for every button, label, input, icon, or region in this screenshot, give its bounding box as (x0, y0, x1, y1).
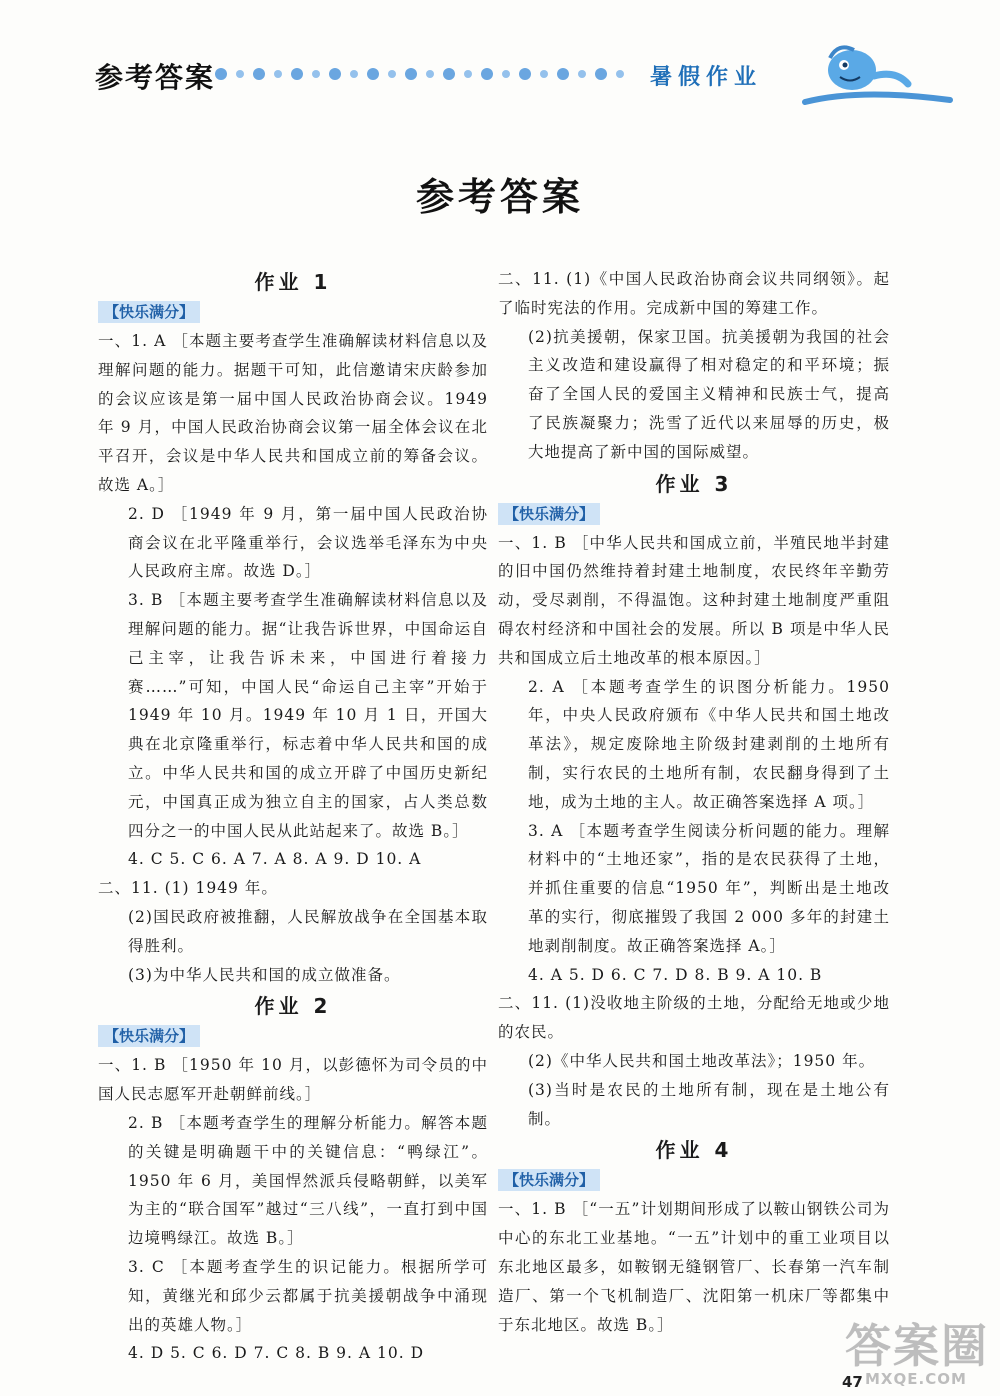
header-title: 参考答案 (95, 61, 216, 94)
answer-item: 一、1. A ［本题主要考查学生准确解读材料信息以及理解问题的能力。据题干可知，此信邀请宋庆龄参加的会议应该是第一届中国人民政治协商会议。1949 年 9 月，中国人民政治协商会议第一届全体会议在北平召开，会议是中华人民共和国成立前的筹备会议。故选 A。］ (98, 332, 488, 494)
answer-item: 2. D ［1949 年 9 月，第一届中国人民政治协商会议在北平隆重举行，会议选举毛泽东为中央人民政府主席。故选 D。］ (128, 504, 488, 581)
answer-item: 一、1. B ［中华人民共和国成立前，半殖民地半封建的旧中国仍然维持着封建土地制度，农民终年辛勤劳动，受尽剥削，不得温饱。这种封建土地制度严重阻碍农村经济和中国社会的发展。所以 B 项是中华人民共和国成立后土地改革的根本原因。］ (498, 533, 890, 667)
answer-item: 二、11. (1)《中国人民政治协商会议共同纲领》。起了临时宪法的作用。完成新中国的筹建工作。 (498, 270, 890, 317)
answer-item: 2. B ［本题考查学生的理解分析能力。解答本题的关键是明确题干中的关键信息：“鸭绿江”。1950 年 6 月，美国悍然派兵侵略朝鲜，以美军为主的“联合国军”越过“三八线”，一直打到中国边境鸭绿江。故选 B。］ (128, 1113, 488, 1248)
answer-item: 2. A ［本题考查学生的识图分析能力。1950 年，中央人民政府颁布《中华人民共和国土地改革法》，规定废除地主阶级封建剥削的土地所有制，实行农民的土地所有制，农民翻身得到了土地，成为土地的主人。故正确答案选择 A 项。］ (528, 677, 890, 811)
homework-heading-3: 作业 3 (655, 471, 733, 496)
answer-item: 3. B ［本题主要考查学生准确解读材料信息以及理解问题的能力。据“让我告诉世界，中国命运自己主宰，让我告诉未来，中国进行着接力赛……”可知，中国人民“命运自己主宰”开始于 1949 年 10 月。1949 年 10 月 1 日，开国大典在北京隆重举行，标志着中华人民共和国的成立。中华人民共和国的成立开辟了中国历史新纪元，中国真正成为独立自主的国家，占人类总数四分之一的中国人民从此站起来了。故选 B。］ (128, 591, 488, 840)
homework-heading-4: 作业 4 (655, 1138, 733, 1163)
answer-item: 4. D 5. C 6. D 7. C 8. B 9. A 10. D (128, 1344, 425, 1363)
series-title: 暑假作业 (650, 65, 763, 90)
section-tag: 【快乐满分】 (98, 301, 200, 323)
answer-item: 4. A 5. D 6. C 7. D 8. B 9. A 10. B (528, 965, 823, 984)
answer-item: 二、11. (1)没收地主阶级的土地，分配给无地或少地的农民。 (498, 994, 890, 1042)
answer-item: (2)国民政府被推翻，人民解放战争在全国基本取得胜利。 (128, 907, 488, 955)
answer-item: (3)当时是农民的土地所有制，现在是土地公有制。 (528, 1080, 890, 1128)
page-title: 参考答案 (415, 175, 584, 219)
answer-item: 4. C 5. C 6. A 7. A 8. A 9. D 10. A (128, 850, 422, 869)
answer-item: (3)为中华人民共和国的成立做准备。 (128, 965, 401, 984)
homework-heading-2: 作业 2 (254, 994, 332, 1019)
right-column (498, 265, 890, 1339)
answer-item: (2)《中华人民共和国土地改革法》；1950 年。 (528, 1051, 876, 1070)
page-header (0, 0, 1000, 120)
answer-item: 一、1. B ［1950 年 10 月，以彭德怀为司令员的中国人民志愿军开赴朝鲜前线。］ (98, 1056, 488, 1104)
watermark-logo: 答案圈 MXQE.COM (845, 1319, 989, 1388)
decorative-dots (215, 68, 624, 80)
answer-item: 二、11. (1) 1949 年。 (98, 879, 278, 898)
homework-heading-1: 作业 1 (254, 270, 332, 294)
section-tag: 【快乐满分】 (98, 1025, 200, 1047)
answer-item: 3. A ［本题考查学生阅读分析问题的能力。理解材料中的“土地还家”，指的是农民获得了土地，并抓住重要的信息“1950 年”，判断出是土地改革的实行，彻底摧毁了我国 2 000 多年的封建土地剥削制度。故正确答案选择 A。］ (528, 821, 890, 955)
answer-item: 一、1. B ［“一五”计划期间形成了以鞍山钢铁公司为中心的东北工业基地。“一五”计划中的重工业项目以东北地区最多，如鞍钢无缝钢管厂、长春第一汽车制造厂、第一个飞机制造厂、沈阳第一机床厂等都集中于东北地区。故选 B。］ (498, 1200, 890, 1334)
answer-item: (2)抗美援朝，保家卫国。抗美援朝为我国的社会主义改造和建设赢得了相对稳定的和平环境；振奋了全国人民的爱国主义精神和民族士气，提高了民族凝聚力；洗雪了近代以来屈辱的历史，极大地提高了新中国的国际威望。 (528, 327, 890, 461)
answer-item: 3. C ［本题考查学生的识记能力。根据所学可知，黄继光和邱少云都属于抗美援朝战争中涌现出的英雄人物。］ (128, 1257, 488, 1334)
section-tag: 【快乐满分】 (498, 503, 600, 525)
page-number: 47 (842, 1373, 863, 1391)
section-tag: 【快乐满分】 (498, 1169, 600, 1191)
left-column (98, 265, 488, 1368)
mascot-icon (800, 40, 960, 110)
